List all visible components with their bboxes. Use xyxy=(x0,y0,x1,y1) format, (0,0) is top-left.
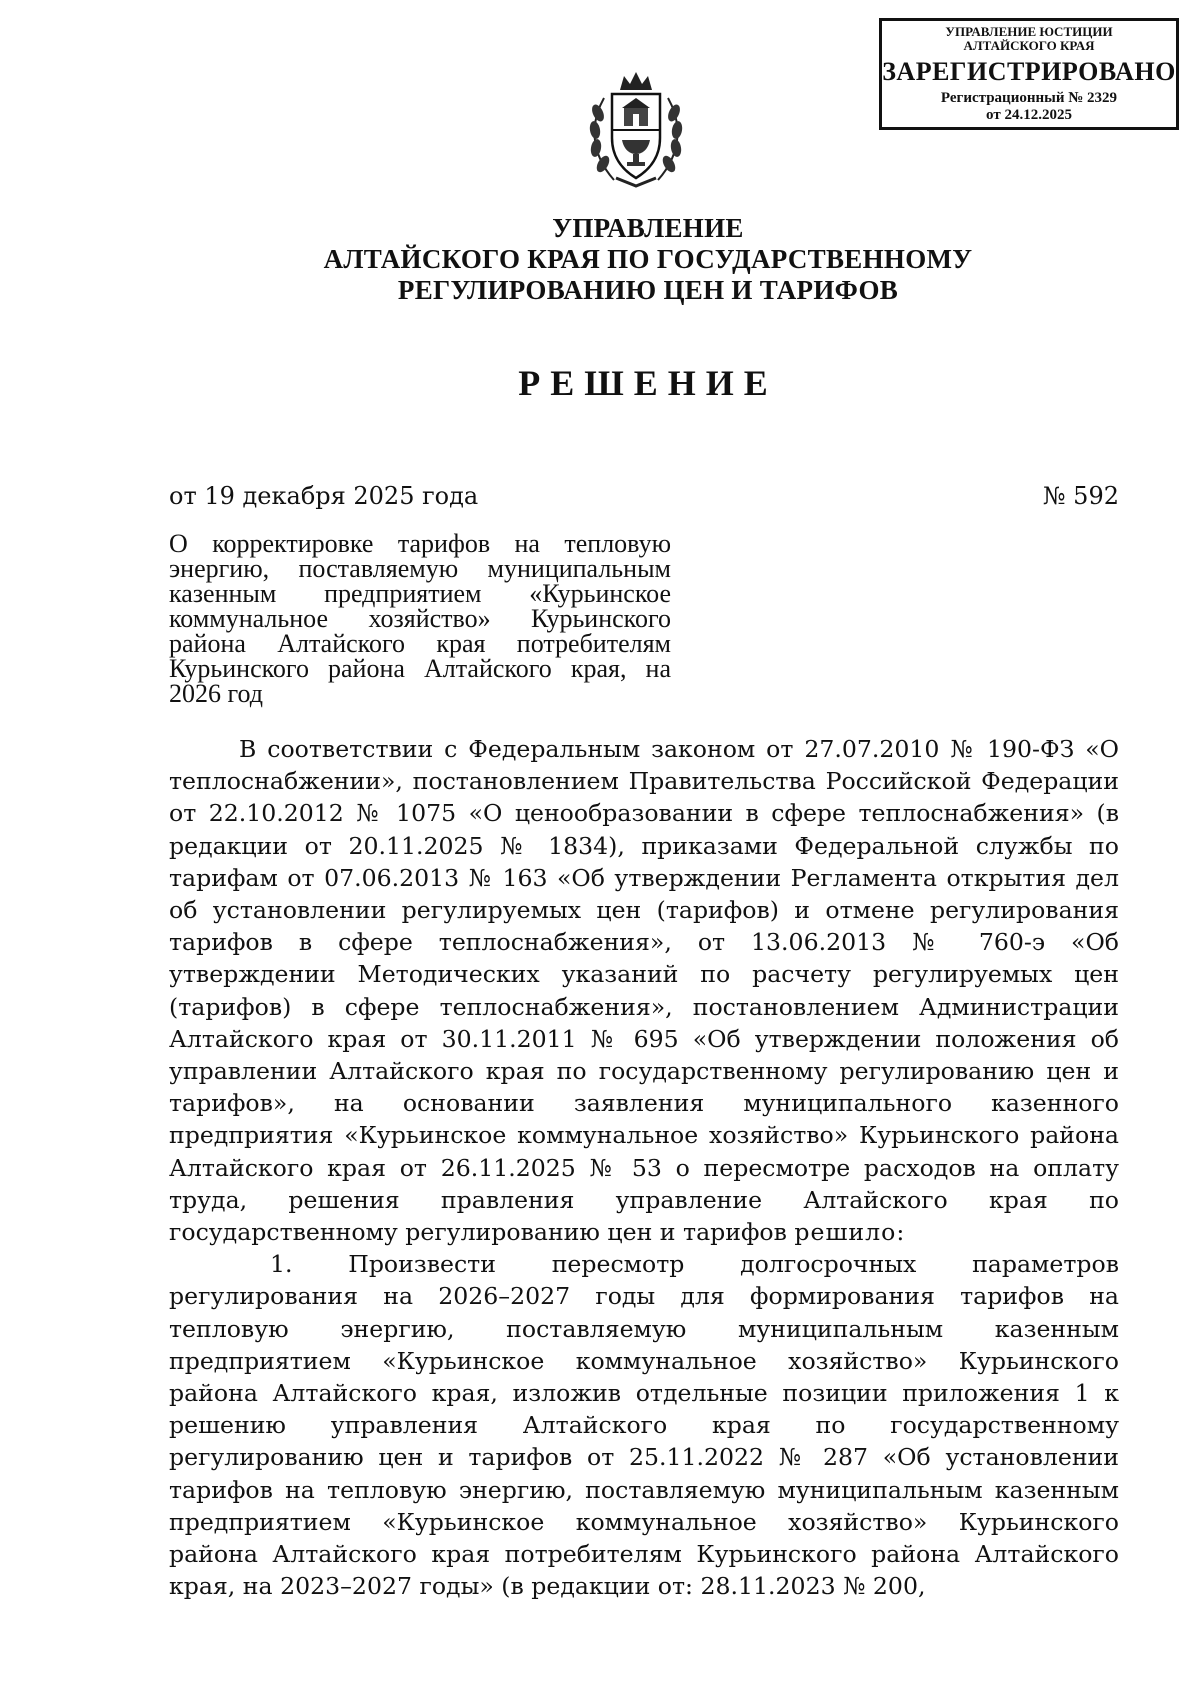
header-line3: РЕГУЛИРОВАНИЮ ЦЕН И ТАРИФОВ xyxy=(397,275,899,305)
registration-stamp xyxy=(879,18,1179,130)
document-type-title: РЕШЕНИЕ xyxy=(518,363,778,403)
resolved-word: решило: xyxy=(794,1218,906,1247)
stamp-status: ЗАРЕГИСТРИРОВАНО xyxy=(882,56,1176,86)
header-line1: УПРАВЛЕНИЕ xyxy=(552,213,744,243)
stamp-org-line1: УПРАВЛЕНИЕ ЮСТИЦИИ xyxy=(945,24,1113,39)
preamble-paragraph xyxy=(169,733,1119,1248)
document-subject: О корректировке тарифов на тепловую энергию, поставляемую муниципальным казенным предприятием «Курьинское коммунальное хозяйство» Курьинского района Алтайского края потребителям Курьинского района Алтайского края, на 2026 год xyxy=(169,529,671,708)
stamp-reg-date: от 24.12.2025 xyxy=(986,106,1072,123)
header-line2: АЛТАЙСКОГО КРАЯ ПО ГОСУДАРСТВЕННОМУ xyxy=(323,244,973,274)
date-number-line xyxy=(169,482,1119,510)
item-1-paragraph: 1. Произвести пересмотр долгосрочных параметров регулирования на 2026–2027 годы для формирования тарифов на тепловую энергию, поставляемую муниципальным казенным предприятием «Курьинское коммунальное хозяйство» Курьинского района Алтайского края, изложив отдельные позиции приложения 1 к решению управления Алтайского края по государственному регулированию цен и тарифов от 25.11.2022 № 287 «Об установлении тарифов на тепловую энергию, поставляемую муниципальным казенным предприятием «Курьинское коммунальное хозяйство» Курьинского района Алтайского края потребителям Курьинского района Алтайского края, на 2023–2027 годы» (в редакции от: 28.11.2023 № 200, xyxy=(169,1250,1119,1601)
preamble-text: В соответствии с Федеральным законом от 27.07.2010 № 190-ФЗ «О теплоснабжении», постановлением Правительства Российской Федерации от 22.10.2012 № 1075 «О ценообразовании в сфере теплоснабжения» (в редакции от 20.11.2025 № 1834), приказами Федеральной службы по тарифам от 07.06.2013 № 163 «Об утверждении Регламента открытия дел об установлении регулируемых цен (тарифов) и отмене регулирования тарифов в сфере теплоснабжения», от 13.06.2013 № 760-э «Об утверждении Методических указаний по расчету регулируемых цен (тарифов) в сфере теплоснабжения», постановлением Администрации Алтайского края от 30.11.2011 № 695 «Об утверждении положения об управлении Алтайского края по государственному регулированию цен и тарифов», на основании заявления муниципального казенного предприятия «Курьинское коммунальное хозяйство» Курьинского района Алтайского края от 26.11.2025 № 53 о пересмотре расходов на оплату труда, решения правления управление Алтайского края по государственному регулированию цен и тарифов xyxy=(169,735,1119,1247)
stamp-reg-number: Регистрационный № 2329 xyxy=(940,90,1118,107)
coat-of-arms-icon xyxy=(584,68,688,194)
authority-header xyxy=(150,213,1146,306)
document-body xyxy=(169,733,1119,1602)
document-number: № 592 xyxy=(1042,482,1119,510)
stamp-org-line2: АЛТАЙСКОГО КРАЯ xyxy=(963,38,1095,54)
document-date: от 19 декабря 2025 года xyxy=(169,482,479,510)
